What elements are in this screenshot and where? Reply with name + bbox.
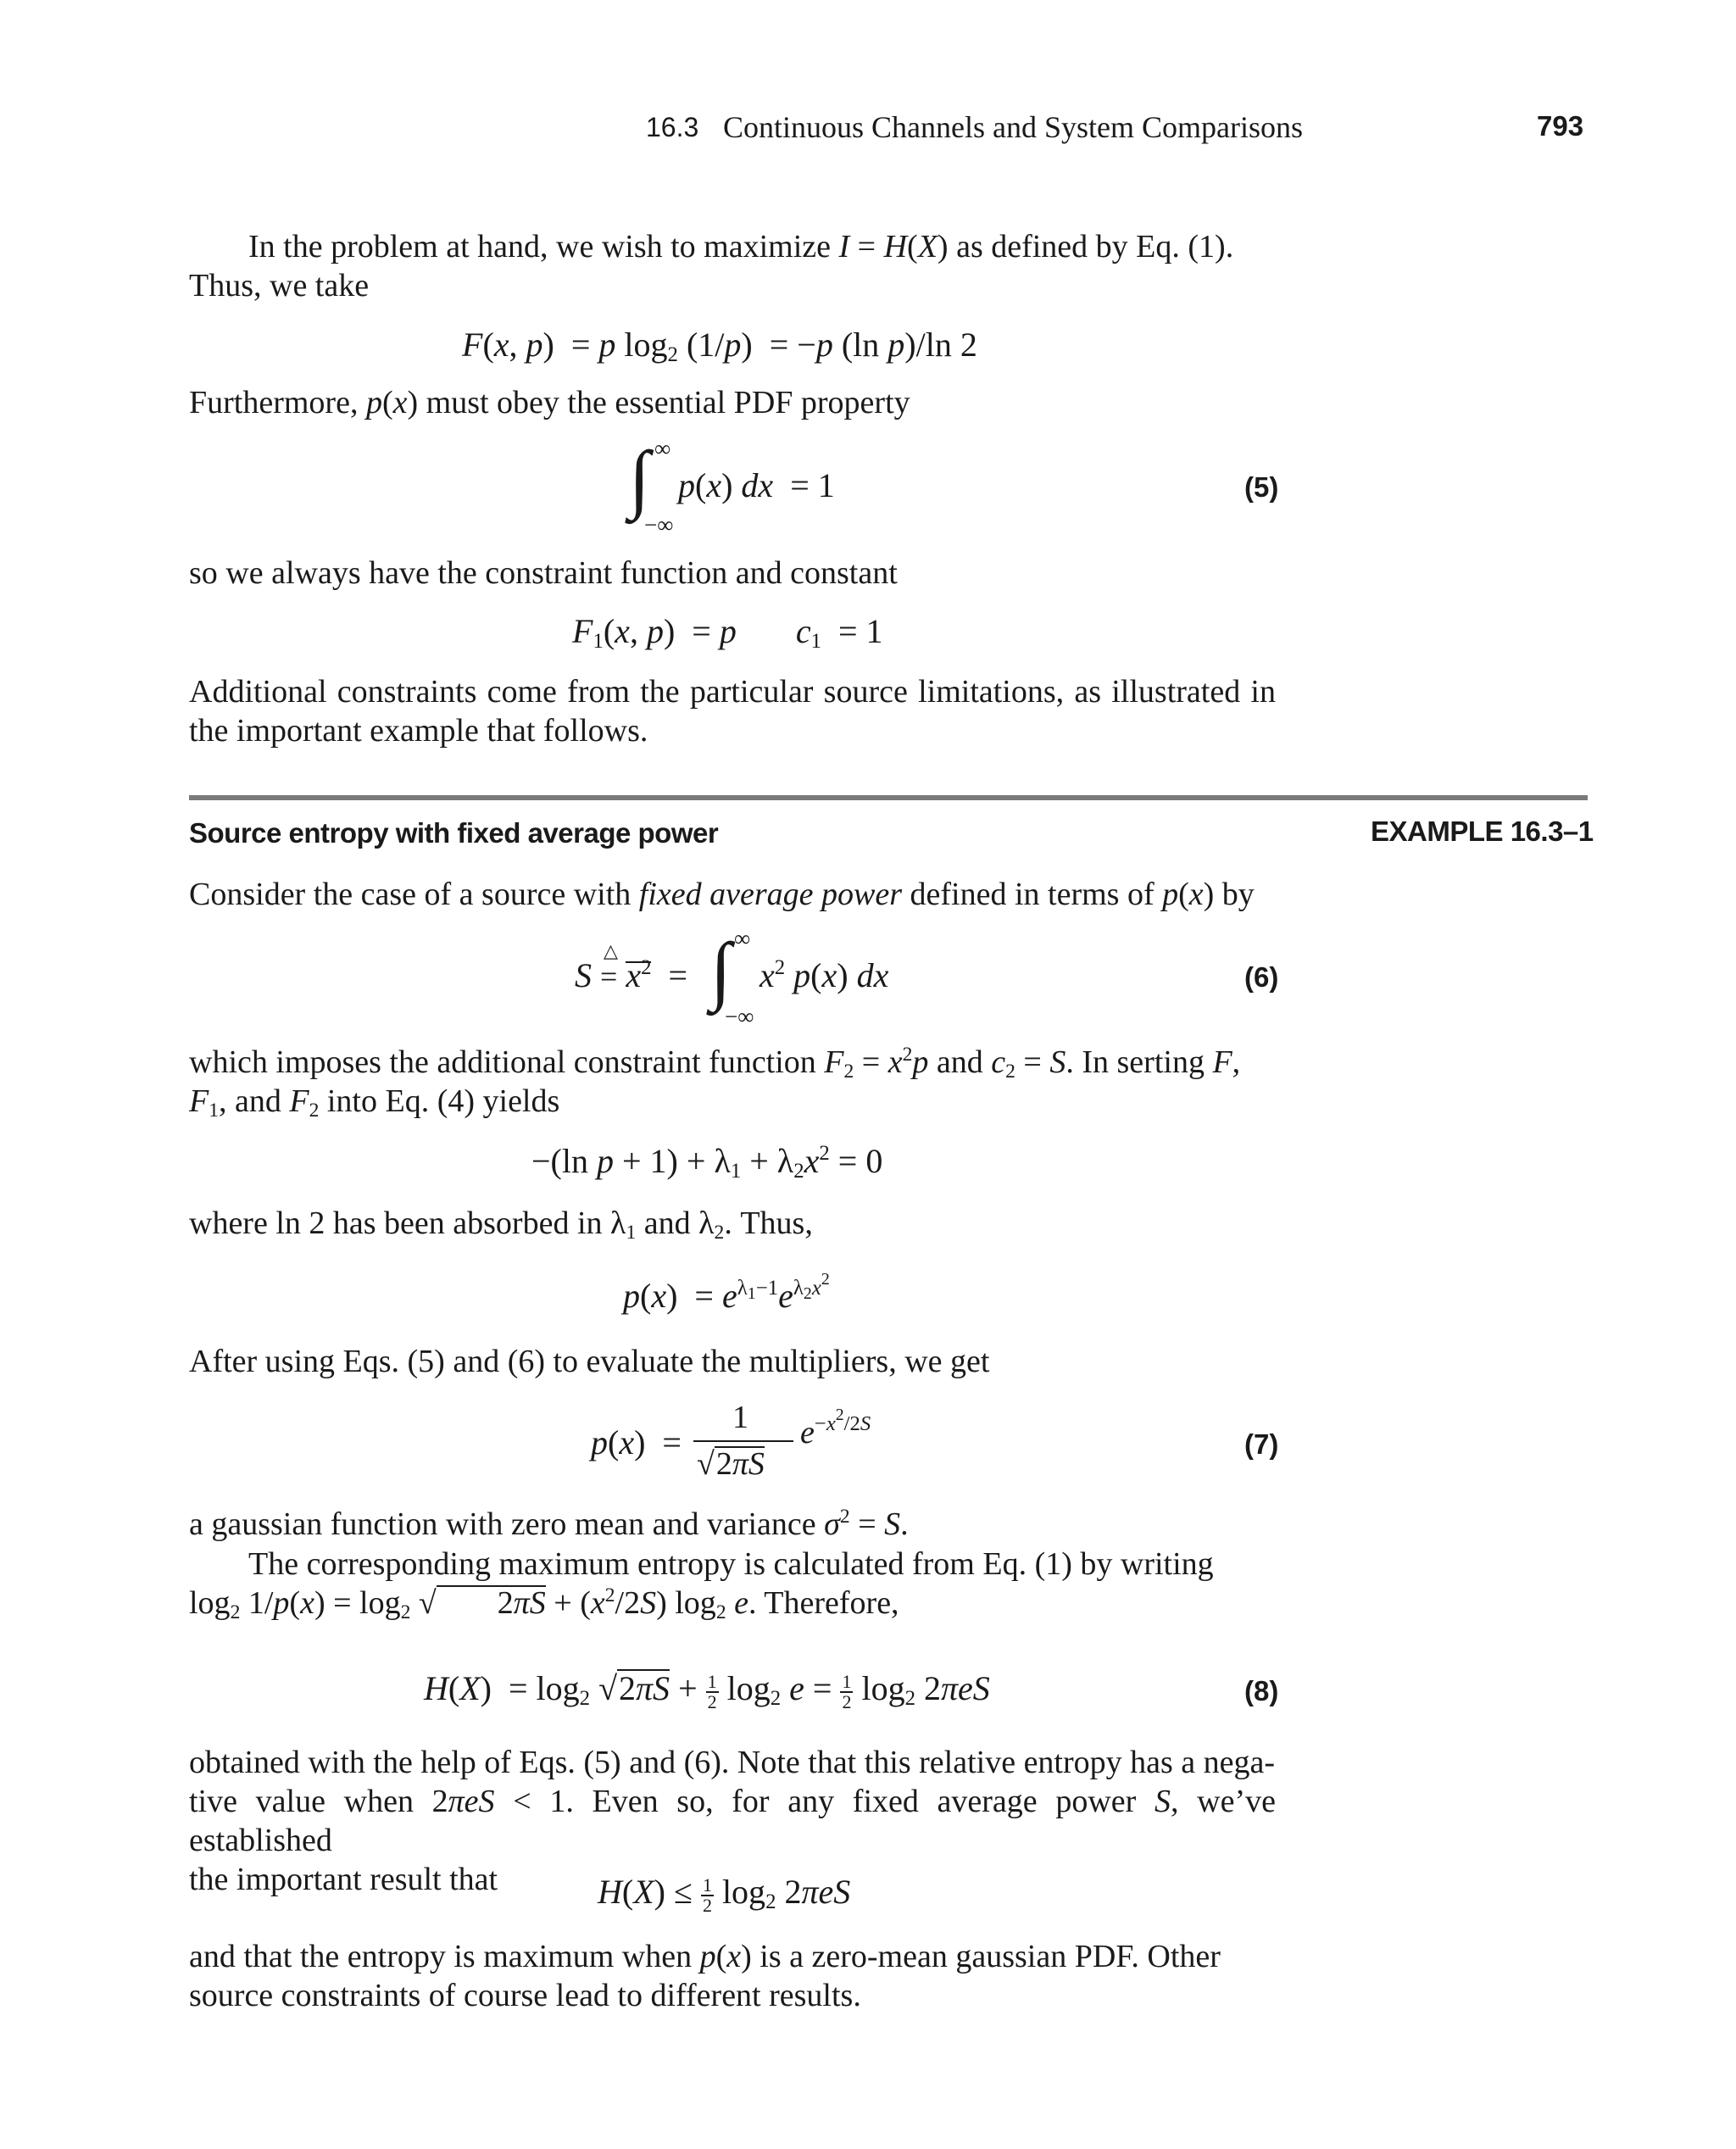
integral-sign: ∫ [629, 437, 650, 521]
equation-px-exponential: $p(x) = e^{\lambda_1-1}e^{\lambda_2x^2}$ [623, 1270, 830, 1315]
lower-limit: −∞ [644, 512, 674, 537]
equation-5-body: p(x) dx = 1 [678, 466, 835, 504]
paragraph-1: In the problem at hand, we wish to maximize I = H(X) as defined by Eq. (1). Thus, we take [189, 229, 1234, 303]
equation-7-denominator: √2πS [697, 1446, 765, 1482]
example-paragraph-8: and that the entropy is maximum when p(x) is a zero-mean gaussian PDF. Other source constraints of course lead to different results. [189, 1939, 1221, 2013]
example-label: EXAMPLE 16.3–1 [1371, 816, 1594, 847]
equation-7-lhs: p(x) = [591, 1423, 682, 1461]
running-header-section-number: 16.3 [646, 112, 699, 142]
example-paragraph-5: a gaussian function with zero mean and variance $\sigma^2 = S$. [189, 1505, 909, 1542]
example-paragraph-7: obtained with the help of Eqs. (5) and (6). Note that this relative entropy has a nega- tive value when 2πeS < 1. Even so, for any fixed average power S, we’ve established the important result that [189, 1745, 1277, 1897]
running-header-title: Continuous Channels and System Comparisons [723, 110, 1303, 144]
equation-7-fraction-bar [693, 1440, 793, 1442]
example-paragraph-2: which imposes the additional constraint function $F_2 = x^2p$ and $c_2 = S$. In serting F, $F_1$, and $F_2$ into Eq. (4) yields [189, 1043, 1241, 1122]
equation-entropy-bound: H(X) ≤ $\frac{1}{2}$ $\log_2 2\pi eS$ [598, 1873, 851, 1916]
equation-6-lhs: S = △ $x^2$ = [575, 940, 688, 994]
lower-limit-6: −∞ [725, 1004, 754, 1029]
equation-number-5: (5) [1244, 471, 1279, 503]
equation-8: $H(X) = \log_2 √2\pi S$ + $\frac{1}{2}$ $\log_2 e$ = $\frac{1}{2}$ $\log_2 2\pi eS$ [424, 1669, 990, 1712]
example-paragraph-3: where ln 2 has been absorbed in $\lambda_1$ and $\lambda_2$. Thus, [189, 1205, 813, 1244]
integral-sign-6: ∫ [710, 928, 732, 1012]
upper-limit-6: ∞ [734, 926, 751, 951]
equation-f1: $F_1(x$, p) = p $c_1 = 1$ [572, 612, 883, 654]
paragraph-4: Additional constraints come from the particular source limitations, as illustrated in the important example that follows. [189, 674, 1276, 749]
example-rule [189, 795, 1588, 800]
page-number: 793 [1537, 110, 1584, 142]
example-title: Source entropy with fixed average power [189, 817, 719, 849]
paragraph-2: Furthermore, p(x) must obey the essential PDF property [189, 385, 910, 420]
equation-number-8: (8) [1244, 1675, 1279, 1706]
upper-limit: ∞ [654, 436, 671, 461]
example-paragraph-1: Consider the case of a source with fixed average power defined in terms of p(x) by [189, 877, 1255, 912]
example-paragraph-4: After using Eqs. (5) and (6) to evaluate the multipliers, we get [189, 1344, 990, 1379]
equation-6-rhs: $x^2$ p(x) dx [760, 956, 889, 994]
equation-number-7: (7) [1244, 1428, 1279, 1460]
equation-number-6: (6) [1244, 961, 1279, 993]
equation-7-exponential: $e^{-x^2/2S}$ [800, 1406, 871, 1450]
equation-7-numerator: 1 [732, 1400, 748, 1435]
equation-lagrange: −(ln $p + 1) + \lambda_1 + \lambda_2x^2 = 0$ [531, 1142, 883, 1183]
paragraph-3: so we always have the constraint function and constant [189, 555, 898, 591]
example-paragraph-6: The corresponding maximum entropy is calculated from Eq. (1) by writing $\log_2 1/p(x) = \log_2$ √ $2\pi S + (x^2/2S)$ $\log_2 e$. Therefore, [189, 1546, 1214, 1623]
equation-f: F(x, p) = p $\log_2 (1/p) = -p$ (ln p)/ln 2 [462, 326, 977, 367]
